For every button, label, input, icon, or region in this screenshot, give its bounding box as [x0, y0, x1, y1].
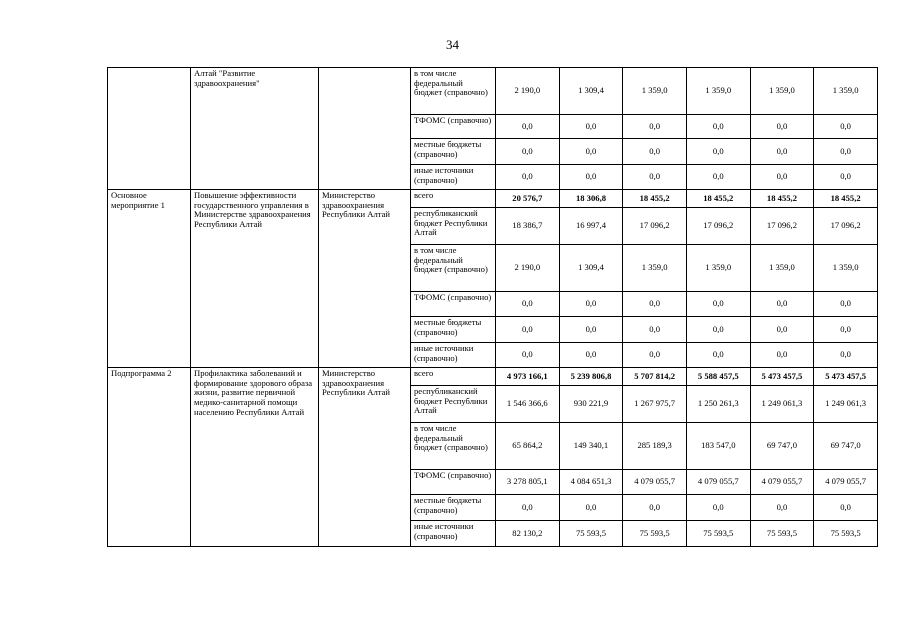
name-cell: Алтай "Развитие здравоохранения"	[191, 68, 319, 190]
value-cell: 0,0	[496, 317, 560, 343]
value-cell: 149 340,1	[559, 423, 623, 470]
value-cell: 0,0	[623, 317, 687, 343]
value-cell: 1 309,4	[559, 245, 623, 292]
value-cell: 0,0	[559, 317, 623, 343]
value-cell: 82 130,2	[496, 521, 560, 547]
executor-cell: Министерство здравоохранения Республики Алтай	[319, 368, 411, 547]
value-cell: 0,0	[496, 343, 560, 368]
value-cell: 4 079 055,7	[750, 470, 814, 495]
table-row	[108, 68, 878, 115]
value-cell: 0,0	[559, 292, 623, 317]
value-cell: 0,0	[623, 495, 687, 521]
value-cell: 1 249 061,3	[814, 386, 878, 423]
value-cell: 3 278 805,1	[496, 470, 560, 495]
value-cell: 1 359,0	[750, 245, 814, 292]
value-cell: 4 079 055,7	[814, 470, 878, 495]
value-cell: 18 455,2	[814, 190, 878, 208]
value-cell: 2 190,0	[496, 245, 560, 292]
funding-source-cell: иные источники (справочно)	[411, 343, 496, 368]
value-cell: 1 309,4	[559, 68, 623, 115]
value-cell: 0,0	[623, 343, 687, 368]
value-cell: 4 084 651,3	[559, 470, 623, 495]
value-cell: 0,0	[686, 343, 750, 368]
value-cell: 1 359,0	[814, 245, 878, 292]
value-cell: 0,0	[814, 343, 878, 368]
value-cell: 0,0	[496, 292, 560, 317]
value-cell: 17 096,2	[750, 208, 814, 245]
value-cell: 0,0	[559, 115, 623, 139]
value-cell: 0,0	[496, 495, 560, 521]
program-cell: Основное мероприятие 1	[108, 190, 191, 368]
value-cell: 0,0	[814, 317, 878, 343]
value-cell: 0,0	[686, 317, 750, 343]
name-cell: Профилактика заболеваний и формирование здорового образа жизни, развитие первичной медико-санитарной помощи населению Республики Алтай	[191, 368, 319, 547]
value-cell: 0,0	[559, 139, 623, 165]
value-cell: 0,0	[814, 165, 878, 190]
value-cell: 5 473 457,5	[814, 368, 878, 386]
value-cell: 0,0	[496, 165, 560, 190]
funding-source-cell: в том числе федеральный бюджет (справочно)	[411, 423, 496, 470]
value-cell: 69 747,0	[750, 423, 814, 470]
value-cell: 0,0	[686, 115, 750, 139]
value-cell: 5 473 457,5	[750, 368, 814, 386]
value-cell: 0,0	[623, 165, 687, 190]
value-cell: 0,0	[814, 115, 878, 139]
value-cell: 0,0	[496, 139, 560, 165]
value-cell: 69 747,0	[814, 423, 878, 470]
value-cell: 1 359,0	[686, 245, 750, 292]
page-number: 34	[446, 37, 459, 52]
value-cell: 0,0	[623, 292, 687, 317]
value-cell: 20 576,7	[496, 190, 560, 208]
value-cell: 1 359,0	[686, 68, 750, 115]
funding-source-cell: республиканский бюджет Республики Алтай	[411, 208, 496, 245]
funding-source-cell: иные источники (справочно)	[411, 165, 496, 190]
value-cell: 4 079 055,7	[686, 470, 750, 495]
value-cell: 0,0	[686, 495, 750, 521]
value-cell: 1 359,0	[623, 68, 687, 115]
value-cell: 1 359,0	[750, 68, 814, 115]
value-cell: 0,0	[686, 292, 750, 317]
value-cell: 75 593,5	[559, 521, 623, 547]
value-cell: 18 306,8	[559, 190, 623, 208]
value-cell: 18 455,2	[686, 190, 750, 208]
funding-source-cell: республиканский бюджет Республики Алтай	[411, 386, 496, 423]
executor-cell: Министерство здравоохранения Республики Алтай	[319, 190, 411, 368]
value-cell: 0,0	[814, 292, 878, 317]
value-cell: 0,0	[750, 343, 814, 368]
value-cell: 0,0	[750, 165, 814, 190]
value-cell: 75 593,5	[814, 521, 878, 547]
value-cell: 0,0	[686, 165, 750, 190]
value-cell: 2 190,0	[496, 68, 560, 115]
funding-source-cell: всего	[411, 190, 496, 208]
table-row	[108, 368, 878, 386]
value-cell: 0,0	[750, 495, 814, 521]
value-cell: 75 593,5	[623, 521, 687, 547]
value-cell: 183 547,0	[686, 423, 750, 470]
value-cell: 0,0	[496, 115, 560, 139]
value-cell: 4 079 055,7	[623, 470, 687, 495]
value-cell: 75 593,5	[750, 521, 814, 547]
funding-source-cell: в том числе федеральный бюджет (справочно)	[411, 245, 496, 292]
value-cell: 1 359,0	[814, 68, 878, 115]
value-cell: 17 096,2	[686, 208, 750, 245]
funding-source-cell: ТФОМС (справочно)	[411, 470, 496, 495]
value-cell: 65 864,2	[496, 423, 560, 470]
value-cell: 1 250 261,3	[686, 386, 750, 423]
funding-source-cell: иные источники (справочно)	[411, 521, 496, 547]
funding-source-cell: в том числе федеральный бюджет (справочно)	[411, 68, 496, 115]
funding-source-cell: местные бюджеты (справочно)	[411, 495, 496, 521]
value-cell: 18 455,2	[750, 190, 814, 208]
value-cell: 5 239 806,8	[559, 368, 623, 386]
value-cell: 17 096,2	[814, 208, 878, 245]
value-cell: 1 267 975,7	[623, 386, 687, 423]
value-cell: 18 386,7	[496, 208, 560, 245]
funding-source-cell: ТФОМС (справочно)	[411, 115, 496, 139]
funding-source-cell: местные бюджеты (справочно)	[411, 317, 496, 343]
value-cell: 1 546 366,6	[496, 386, 560, 423]
value-cell: 4 973 166,1	[496, 368, 560, 386]
value-cell: 930 221,9	[559, 386, 623, 423]
value-cell: 1 359,0	[623, 245, 687, 292]
value-cell: 0,0	[814, 495, 878, 521]
value-cell: 17 096,2	[623, 208, 687, 245]
funding-source-cell: ТФОМС (справочно)	[411, 292, 496, 317]
value-cell: 75 593,5	[686, 521, 750, 547]
value-cell: 0,0	[623, 115, 687, 139]
value-cell: 1 249 061,3	[750, 386, 814, 423]
value-cell: 0,0	[559, 343, 623, 368]
name-cell: Повышение эффективности государственного управления в Министерстве здравоохранения Республики Алтай	[191, 190, 319, 368]
value-cell: 0,0	[559, 495, 623, 521]
value-cell: 5 588 457,5	[686, 368, 750, 386]
table-row	[108, 190, 878, 208]
funding-source-cell: всего	[411, 368, 496, 386]
program-cell	[108, 68, 191, 190]
funding-source-cell: местные бюджеты (справочно)	[411, 139, 496, 165]
value-cell: 0,0	[750, 292, 814, 317]
executor-cell	[319, 68, 411, 190]
value-cell: 0,0	[750, 139, 814, 165]
value-cell: 0,0	[750, 115, 814, 139]
budget-table	[107, 67, 878, 547]
value-cell: 0,0	[686, 139, 750, 165]
value-cell: 285 189,3	[623, 423, 687, 470]
value-cell: 0,0	[623, 139, 687, 165]
value-cell: 18 455,2	[623, 190, 687, 208]
program-cell: Подпрограмма 2	[108, 368, 191, 547]
value-cell: 0,0	[559, 165, 623, 190]
value-cell: 5 707 814,2	[623, 368, 687, 386]
value-cell: 0,0	[814, 139, 878, 165]
value-cell: 16 997,4	[559, 208, 623, 245]
value-cell: 0,0	[750, 317, 814, 343]
table-body	[108, 68, 878, 547]
